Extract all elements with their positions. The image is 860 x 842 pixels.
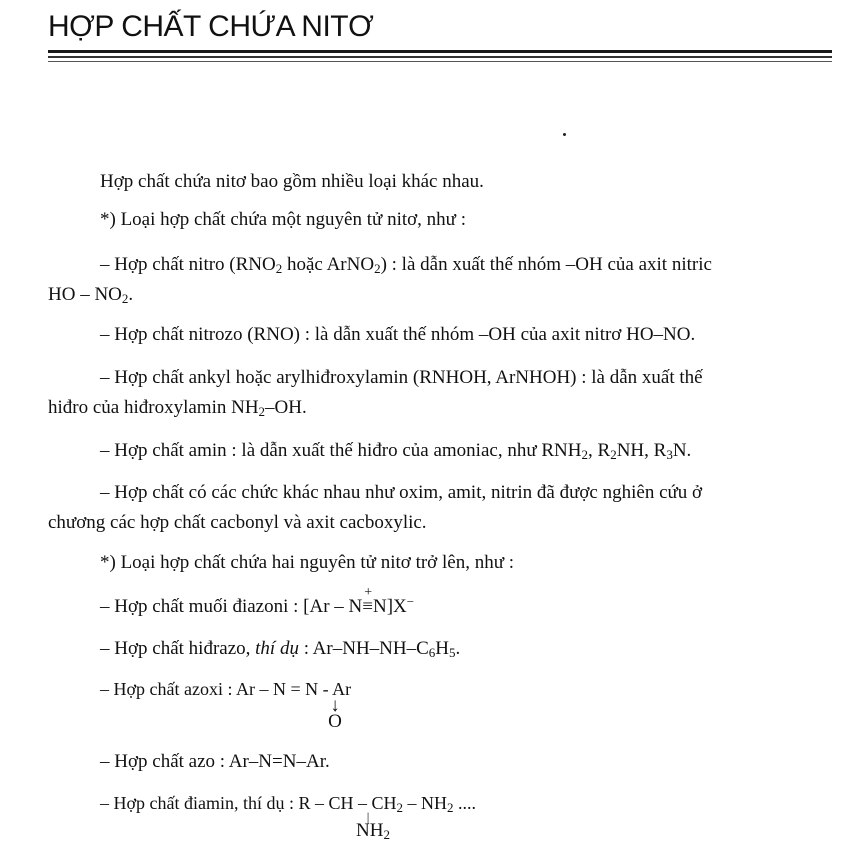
hydroxylamin-line2: hiđro của hiđroxylamin $NH_2-OH$. — [48, 397, 307, 419]
nitro-line2: HO – $NO_2$. — [48, 284, 134, 306]
nitrozo-paragraph: – Hợp chất nitrozo (RNO) : là dẫn xuất thế nhóm –OH của axit nitrơ HO–NO. — [100, 324, 696, 345]
diazoni-line: – Hợp chất muối điazoni : [Ar – N≡ + N]X− — [100, 585, 415, 617]
azoxi-oxygen: O — [328, 711, 342, 732]
amin-paragraph: – Hợp chất amin : là dẫn xuất thế hiđro của amoniac, như $RNH_2$, $R_2NH$, $R_3N$. — [100, 440, 692, 462]
title-rule-middle — [48, 56, 832, 58]
diamin-nh2: $NH_2$ — [356, 820, 390, 842]
hidrazo-line: – Hợp chất hiđrazo, thí dụ : $Ar-NH-NH-C_6H_5$. — [100, 638, 461, 660]
diamin-line: – Hợp chất điamin, thí dụ : R – CH – $CH_2 - NH_2$ .... — [100, 793, 477, 815]
title-rule-thick — [48, 50, 832, 53]
diamin-bond: | — [366, 809, 370, 824]
page-title: HỢP CHẤT CHỨA NITƠ — [48, 10, 374, 43]
group1-heading: *) Loại hợp chất chứa một nguyên tử nitơ, như : — [100, 209, 467, 230]
azoxi-line: – Hợp chất azoxi : Ar – N = N - Ar — [100, 679, 352, 699]
speck-dot — [563, 133, 566, 136]
other-line2: chương các hợp chất cacbonyl và axit cacboxylic. — [48, 512, 427, 533]
other-line1: – Hợp chất có các chức khác nhau như oxim, amit, nitrin đã được nghiên cứu ở — [100, 482, 703, 503]
hydroxylamin-line1: – Hợp chất ankyl hoặc arylhiđroxylamin (RNHOH, ArNHOH) : là dẫn xuất thế — [100, 367, 703, 388]
title-rule-thin — [48, 61, 832, 62]
intro-paragraph: Hợp chất chứa nitơ bao gồm nhiều loại khác nhau. — [100, 171, 484, 192]
group2-heading: *) Loại hợp chất chứa hai nguyên tử nitơ trở lên, như : — [100, 552, 515, 573]
nitro-line1: – Hợp chất nitro ($RNO_2$ hoặc ArNO$_2$) : là dẫn xuất thế nhóm –OH của axit nitric — [100, 254, 712, 276]
azoxi-arrow: ↓ — [330, 695, 340, 716]
azo-line: – Hợp chất azo : Ar–N=N–Ar. — [100, 751, 330, 772]
